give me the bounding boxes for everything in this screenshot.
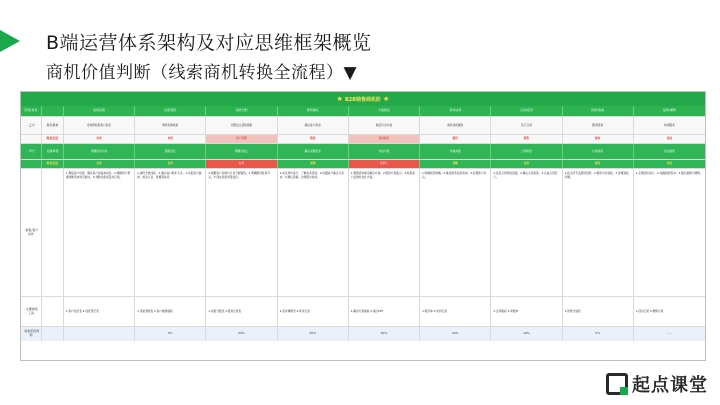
pct-cell: 20% [420,327,491,341]
role-cell: 法务 [491,160,562,168]
role-cell: 财务 [563,135,634,143]
table-title-bar [21,92,705,106]
table-cell: 付款验收 [563,144,634,159]
role-cell: 业务 [64,160,135,168]
work-label: · 销售/客户动作 [21,169,42,296]
table-cell: 跟进回款 [563,117,634,134]
header-stage: 商机确认 [278,106,349,116]
role-cell: 市场 [135,135,206,143]
table-cell: 价格沟通 [420,144,491,159]
stage-percent-row [21,327,705,341]
work-actions-row [21,169,705,297]
role-cell: 财务 [563,160,634,168]
work-cell: 1.根据需求制定解决方案。2.组织方案演示。3.收集客户反馈并优化方案。 [349,169,420,296]
pct-cell: 10% [491,327,562,341]
pct-sub [42,327,64,341]
sales-framework-table [20,91,706,361]
tools-cell: 1.合同模板 2.审批单 [491,297,562,326]
pct-cell: …… [666,331,673,336]
table-cell: 确认采购需求 [278,144,349,159]
brand-logo [606,371,708,397]
header-stage: 方案制定 [349,106,420,116]
table-cell: 提供信息 [135,144,206,159]
logo-text: 起点课堂 [632,375,708,396]
work-cell: 1.定期回访客户。2.挖掘新的需求。3.推动复购与增购。 [635,171,703,175]
tools-sub [42,297,64,326]
pct-cell: 20% [206,327,277,341]
table-title: B2B销售商机阶 [344,96,382,103]
star-icon: ★ [383,95,390,103]
empty-cell [21,135,42,143]
role-cell: 业务 [135,160,206,168]
table-cell: 分配给合适的销售 [206,117,277,134]
tools-cell: 1.客户信息表 2.线索登记表 [64,297,135,326]
work-cell: 1.发起合同审批流程。2.确认合同条款。3.完成合同签订。 [491,169,562,296]
role-cell: 业务 [666,161,673,166]
party-a-label: · 乙方 [21,117,42,134]
empty-cell [21,160,42,168]
table-cell: 市场部收集客户信息 [64,117,135,134]
pct-cell: 20% [278,327,349,341]
header-stage: 线索清洗 [135,106,206,116]
table-header-row [21,106,705,117]
party-a-role-row [21,135,705,144]
role-cell-highlight: 售前顾问 [349,135,420,143]
table-cell: 评估方案 [349,144,420,159]
header-stage: 商务谈判 [420,106,491,116]
party-b-role-row [21,160,705,169]
role-cell-highlight: 客户经理 [206,135,277,143]
party-b-row [21,144,705,160]
header-stage: 线索获取 [64,106,135,116]
tools-cell: 1.回款计划表 [563,297,634,326]
work-cell: 1.根据客户区域与行业分配销售。2.明确跟进时间节点。3.同步线索背景信息。 [206,169,277,296]
tools-row [21,297,705,327]
row-sub-label: 角色视角 [42,117,64,134]
table-cell: 明确需求方向 [64,144,135,159]
header-stage: 合同/报价 [491,106,562,116]
slide-subtitle: 商机价值判断（线索商机转换全流程）▼ [46,63,358,83]
role-cell: 客成 [666,136,673,141]
work-sub [42,169,64,296]
table-cell: 制定针对方案 [349,117,420,134]
header-sub [42,106,64,116]
header-label: 阶段/角色 [21,106,42,116]
role-cell: 销售 [278,135,349,143]
header-stage: 线索分配 [206,106,277,116]
pct-cell: 5% [135,327,206,341]
table-cell: 筛选有效线索 [135,117,206,134]
role-cell: 市场 [64,135,135,143]
table-cell: 持续服务 [664,122,675,127]
pct-cell: 20% [349,327,420,341]
work-cell: 1.初次拜访客户，了解业务现状。2.挖掘客户痛点与需求。3.确认预算、决策链与时间。 [278,169,349,296]
work-cell: 1.明确报价策略。2.推进商务条款谈判。3.处理客户异议。 [420,169,491,296]
work-cell: 1.按合同节点跟进回款。2.组织交付验收。3.处理验收问题。 [563,169,634,296]
work-cell: 1.清洗无效线索。2.确认客户联系方式。3.完善客户画像，标注行业、规模等信息。 [135,169,206,296]
table-cell: 评估效果 [664,148,675,153]
tools-cell: 1.需求调研表 2.拜访记录 [278,297,349,326]
row-sub-label: 角色定位 [42,135,64,143]
role-cell: 销售 [491,135,562,143]
tools-cell: 1.回访记录 2.增购方案 [635,308,664,313]
tools-cell: 1.报价单 2.谈判记录 [420,297,491,326]
table-cell: 明确对接人 [206,144,277,159]
title-accent-triangle [0,30,20,52]
pct-label: · 销售阶段周期 [21,327,42,341]
party-a-row [21,117,705,135]
row-sub-label: 角色定位 [42,160,64,168]
role-cell: 采购 [278,160,349,168]
header-stage: 复购/增购 [662,108,676,113]
slide-title: B端运营体系架构及对应思维框架概览 [46,32,372,54]
party-b-label: · 甲方 [21,144,42,159]
table-cell: 确认客户需求 [278,117,349,134]
work-cell: 1.搜集客户线索，确认客户的基本信息。2.根据客户规模判断需求的可能性。3.判断线索质量并记录。 [64,169,135,296]
role-cell-highlight: 决策人 [349,160,420,168]
pct-cell [64,327,135,341]
table-cell: 签订合同 [491,117,562,134]
table-cell: 合同审批 [491,144,562,159]
role-cell: 采购 [420,160,491,168]
tools-cell: 1.线索分配表 2.跟进记录表 [206,297,277,326]
row-sub-label: 关键事项 [42,144,64,159]
role-cell-highlight: 业务 [206,160,277,168]
tools-label: · 主要销售工具 [21,297,42,326]
pct-cell: 5% [563,327,634,341]
table-cell: 商务谈判推进 [420,117,491,134]
role-cell: 销售 [420,135,491,143]
star-icon: ★ [336,95,343,103]
logo-square-icon [606,373,628,395]
header-stage: 回款/验收 [563,106,634,116]
tools-cell: 1.解决方案模板 2.演示PPT [349,297,420,326]
tools-cell: 1.线索清洗表 2.客户画像模板 [135,297,206,326]
